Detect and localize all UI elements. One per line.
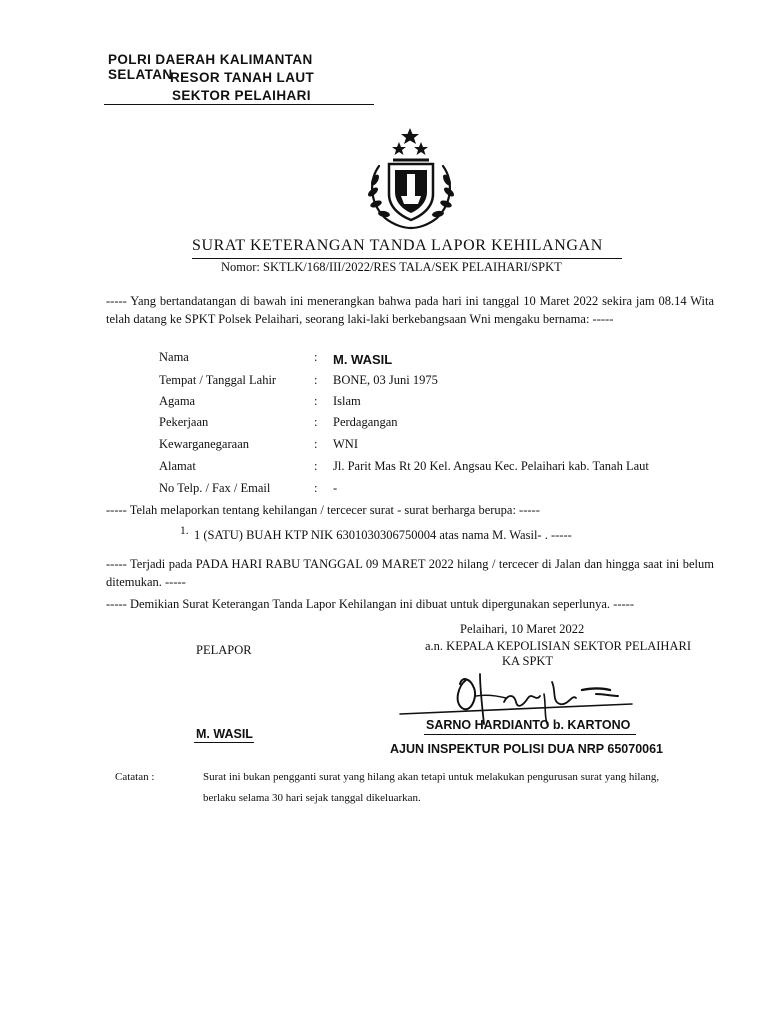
identity-row-address — [159, 459, 768, 480]
an-line: a.n. KEPALA KEPOLISIAN SEKTOR PELAIHARI — [425, 639, 691, 653]
identity-row-birth — [159, 373, 768, 394]
note-line-2: berlaku selama 30 hari sejak tanggal dikeluarkan. — [203, 792, 421, 804]
identity-row-religion — [159, 394, 768, 415]
letterhead-line-1: POLRI DAERAH KALIMANTAN SELATAN — [108, 52, 313, 82]
officer-name: SARNO HARDIANTO b. KARTONO — [426, 718, 631, 732]
identity-row-name — [159, 350, 768, 371]
identity-label: Tempat / Tanggal Lahir — [159, 373, 277, 387]
position-title: KA SPKT — [502, 654, 554, 668]
identity-colon: : — [314, 373, 318, 387]
incident-paragraph: ----- Terjadi pada PADA HARI RABU TANGGAL 09 MARET 2022 hilang / tercecer di Jalan dan hingga saat ini belum ditemukan. ----- — [106, 557, 714, 589]
identity-table — [159, 350, 759, 500]
identity-row-contact — [159, 481, 768, 502]
identity-value: Perdagangan — [333, 415, 398, 429]
officer-name-underline — [424, 734, 636, 735]
reporter-name: M. WASIL — [196, 727, 253, 741]
identity-colon: : — [314, 481, 318, 495]
report-statement: ----- Telah melaporkan tentang kehilangan / tercecer surat - surat berharga berupa: ----- — [106, 503, 540, 517]
identity-label: Agama — [159, 394, 196, 408]
closing-statement: ----- Demikian Surat Keterangan Tanda Lapor Kehilangan ini dibuat untuk dipergunakan seperlunya. ----- — [106, 597, 634, 611]
police-emblem — [355, 124, 467, 232]
list-item-number: 1. — [180, 525, 189, 537]
identity-value: - — [333, 481, 338, 495]
identity-colon: : — [314, 459, 318, 473]
note-label: Catatan : — [115, 771, 155, 783]
letterhead-line-2: RESOR TANAH LAUT — [170, 70, 315, 85]
identity-value: BONE, 03 Juni 1975 — [333, 373, 438, 387]
list-item: 1 (SATU) BUAH KTP NIK 6301030306750004 atas nama M. Wasil- . ----- — [194, 528, 572, 542]
identity-colon: : — [314, 394, 318, 408]
identity-value: Jl. Parit Mas Rt 20 Kel. Angsau Kec. Pelaihari kab. Tanah Laut — [333, 459, 649, 473]
officer-rank: AJUN INSPEKTUR POLISI DUA NRP 65070061 — [390, 742, 664, 756]
document-number: Nomor: SKTLK/168/III/2022/RES TALA/SEK PELAIHARI/SPKT — [221, 260, 562, 274]
identity-colon: : — [314, 350, 318, 364]
identity-value: Islam — [333, 394, 361, 408]
lost-items-list — [180, 525, 640, 545]
identity-label: Nama — [159, 350, 189, 364]
identity-label: No Telp. / Fax / Email — [159, 481, 271, 495]
letterhead-line-3: SEKTOR PELAIHARI — [172, 88, 311, 103]
reporter-name-underline — [194, 742, 254, 743]
identity-colon: : — [314, 437, 318, 451]
letterhead — [104, 50, 376, 106]
title-underline — [192, 258, 622, 259]
identity-label: Kewarganegaraan — [159, 437, 249, 451]
letterhead-underline — [104, 104, 374, 105]
identity-row-occupation — [159, 415, 768, 436]
note-line-1: Surat ini bukan pengganti surat yang hilang akan tetapi untuk melakukan pengurusan surat yang hilang, — [203, 771, 660, 783]
identity-colon: : — [314, 415, 318, 429]
identity-value: WNI — [333, 437, 358, 451]
identity-label: Pekerjaan — [159, 415, 209, 429]
reporter-label: PELAPOR — [196, 643, 252, 657]
document-title: SURAT KETERANGAN TANDA LAPOR KEHILANGAN — [192, 237, 603, 254]
place-date: Pelaihari, 10 Maret 2022 — [460, 622, 585, 636]
identity-value: M. WASIL — [333, 352, 393, 367]
identity-label: Alamat — [159, 459, 196, 473]
identity-row-citizenship — [159, 437, 768, 458]
intro-paragraph: ----- Yang bertandatangan di bawah ini menerangkan bahwa pada hari ini tanggal 10 Maret 2022 sekira jam 08.14 Wita telah datang ke SPKT Polsek Pelaihari, seorang laki-laki berkebangsaan Wni mengaku bernama: ----- — [106, 294, 714, 326]
